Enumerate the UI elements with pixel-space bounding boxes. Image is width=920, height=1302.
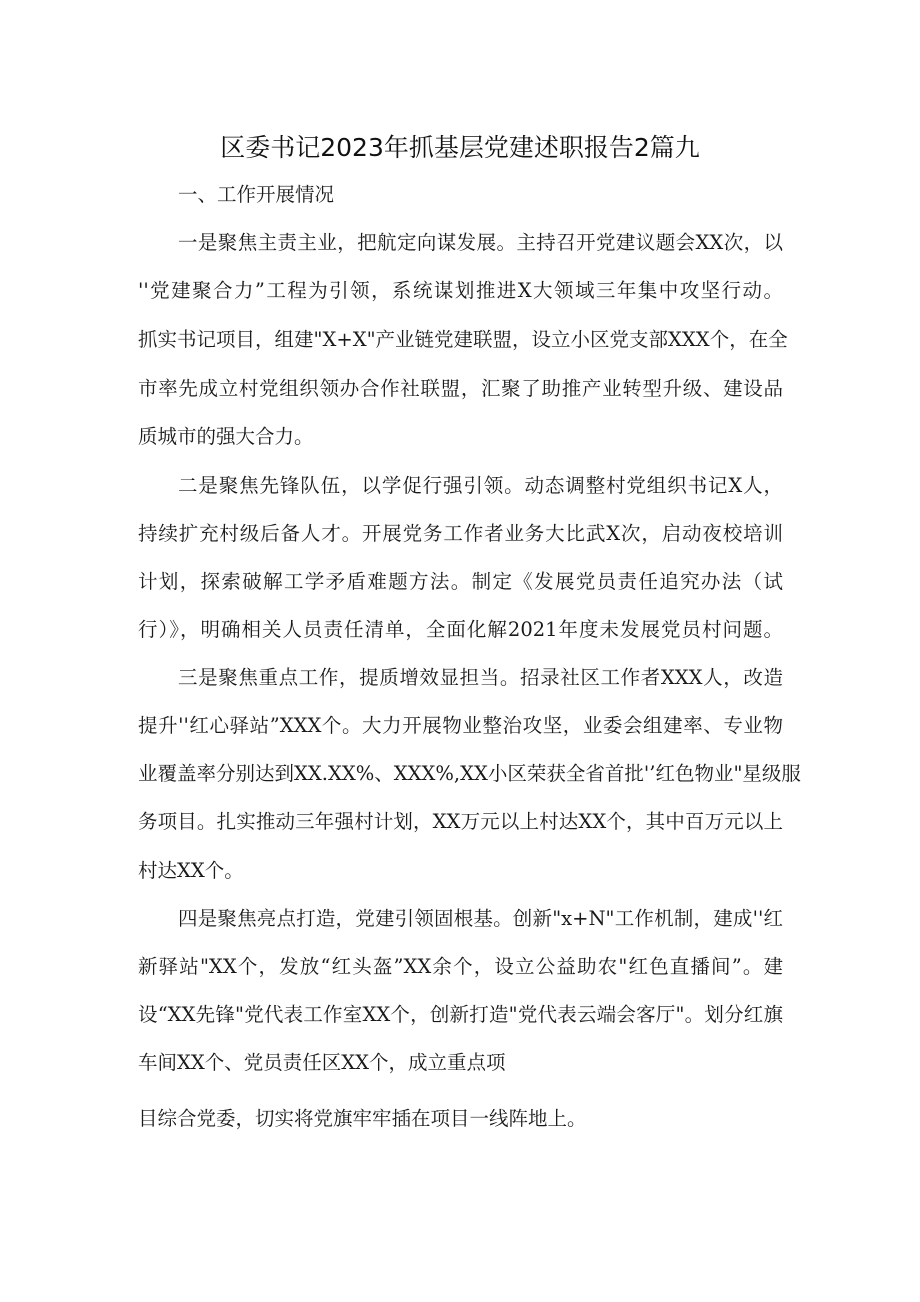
text-line: 设“XX先锋"党代表工作室XX个，创新打造"党代表云端会客厅"。划分红旗 bbox=[138, 1003, 783, 1026]
text-line: 村达XX个。 bbox=[138, 859, 244, 882]
text-line: 四是聚焦亮点打造，党建引领固根基。创新"x+N"工作机制，建成''红 bbox=[178, 907, 783, 930]
text-line: ''党建聚合力”工程为引领，系统谋划推进X大领域三年集中攻坚行动。 bbox=[138, 279, 783, 302]
text-line: 市率先成立村党组织领办合作社联盟，汇聚了助推产业转型升级、建设品 bbox=[138, 377, 783, 400]
text-line: 提升''红心驿站”XXX个。大力开展物业整治攻坚，业委会组建率、专业物 bbox=[138, 714, 783, 737]
text-line: 一是聚焦主责主业，把航定向谋发展。主持召开党建议题会XX次，以 bbox=[178, 231, 783, 254]
text-line: 务项目。扎实推动三年强村计划，XX万元以上村达XX个，其中百万元以上 bbox=[138, 810, 783, 833]
text-line: 新驿站"XX个，发放“红头盔”XX余个，设立公益助农"红色直播间”。建 bbox=[138, 955, 783, 978]
text-line: 计划，探索破解工学矛盾难题方法。制定《发展党员责任追究办法（试 bbox=[138, 570, 783, 593]
section-heading: 一、工作开展情况 bbox=[178, 183, 335, 206]
text-line: 行）》，明确相关人员责任清单，全面化解2021年度未发展党员村问题。 bbox=[138, 618, 783, 641]
text-line: 目综合党委，切实将党旗牢牢插在项目一线阵地上。 bbox=[138, 1107, 587, 1130]
document-title: 区委书记2023年抓基层党建述职报告2篇九 bbox=[220, 133, 700, 162]
text-line: 质城市的强大合力。 bbox=[138, 425, 314, 448]
text-line: 持续扩充村级后备人才。开展党务工作者业务大比武X次，启动夜校培训 bbox=[138, 522, 783, 545]
text-line: 车间XX个、党员责任区XX个，成立重点项 bbox=[138, 1051, 506, 1074]
text-line: 抓实书记项目，组建"X+X"产业链党建联盟，设立小区党支部XXX个，在全 bbox=[138, 328, 788, 351]
text-line: 三是聚焦重点工作，提质增效显担当。招录社区工作者XXX人，改造 bbox=[178, 666, 783, 689]
text-line: 业覆盖率分别达到XX.XX%、XXX%,XX小区荣获全省首批'’红色物业"星级服 bbox=[138, 762, 801, 785]
text-line: 二是聚焦先锋队伍，以学促行强引领。动态调整村党组织书记X人， bbox=[178, 474, 783, 497]
